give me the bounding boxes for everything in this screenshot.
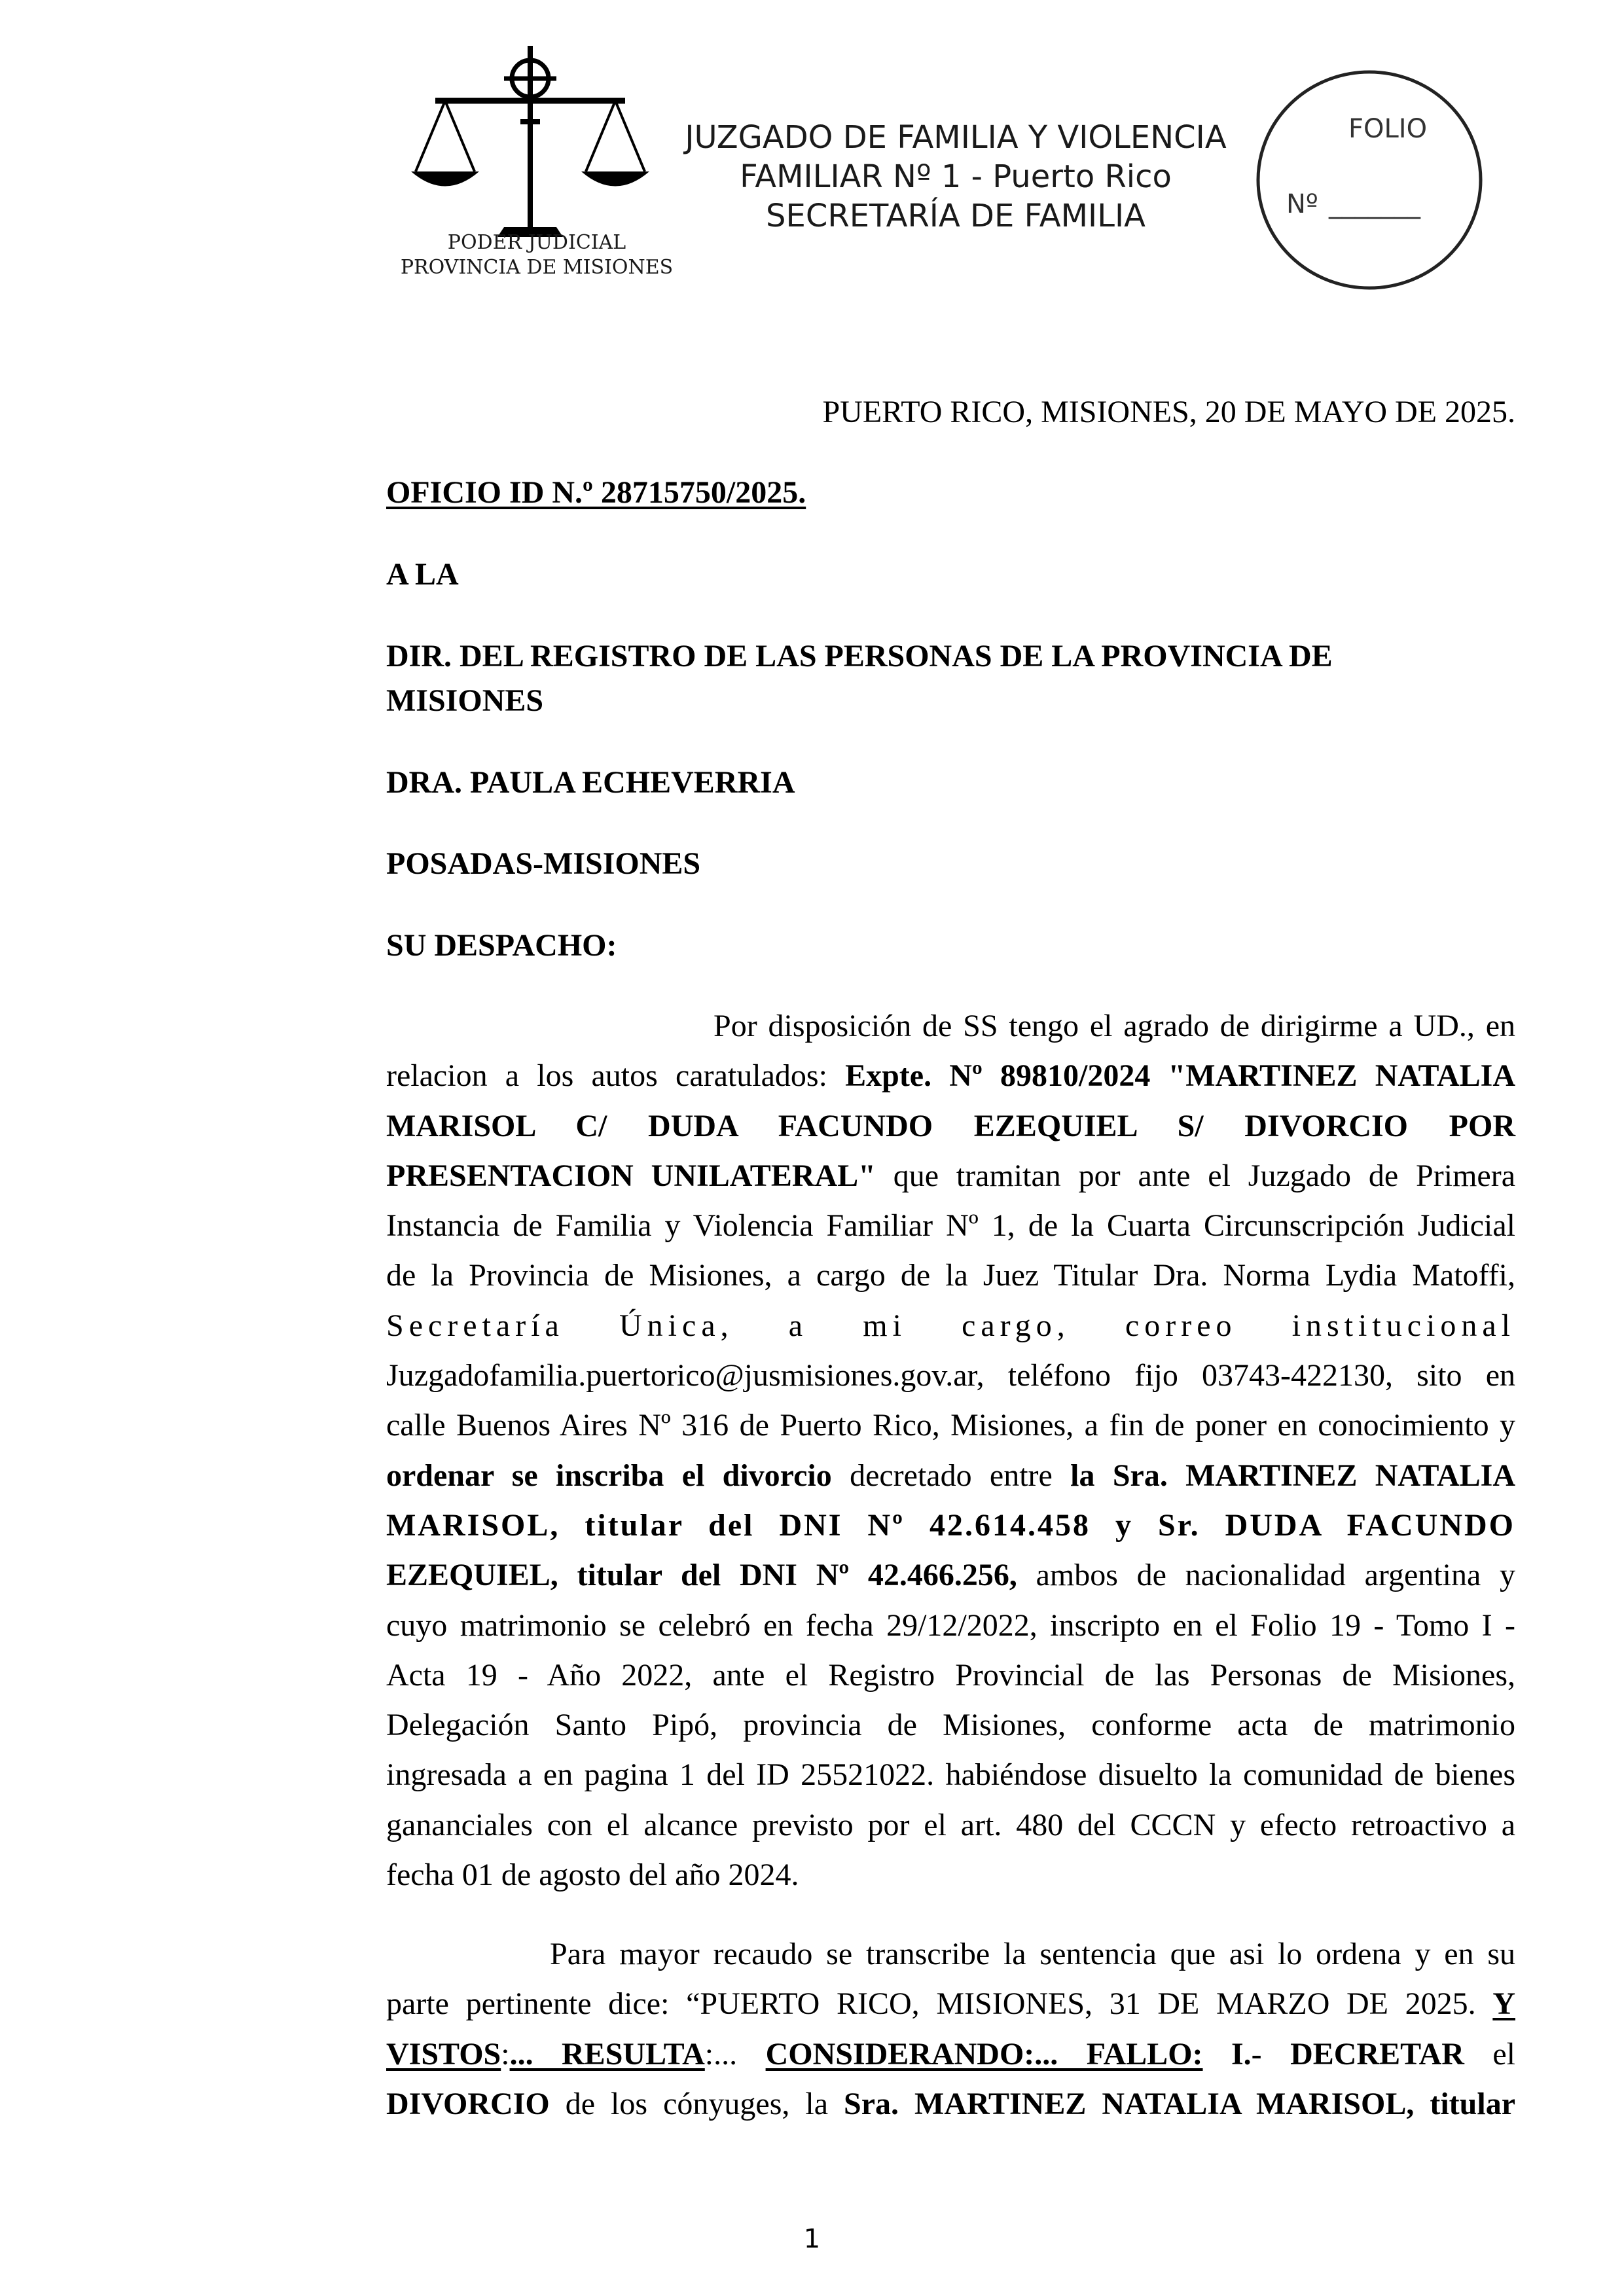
p1-line	[386, 1451, 1515, 1501]
paragraph-1	[386, 1001, 1515, 1900]
p2-text: :	[501, 2036, 510, 2072]
p1-line: Acta 19 - Año 2022, ante el Registro Provincial de las Personas de Misiones,	[386, 1657, 1515, 1693]
p1-line	[386, 1051, 1515, 1101]
p2-text: :...	[704, 2036, 766, 2072]
p1-line: ingresada a en pagina 1 del ID 25521022. habiéndose disuelto la comunidad de bienes	[386, 1757, 1515, 1793]
logo-line2: PROVINCIA DE MISIONES	[400, 256, 674, 279]
p1-text: ambos de nacionalidad argentina y	[1017, 1558, 1515, 1593]
p1-line: Instancia de Familia y Violencia Familiar Nº 1, de la Cuarta Circunscripción Judicial	[386, 1208, 1515, 1244]
p2-line: Para mayor recaudo se transcribe la sentencia que asi lo ordena y en su	[550, 1937, 1515, 1971]
p1-line: de la Provincia de Misiones, a cargo de la Juez Titular Dra. Norma Lydia Matoffi,	[386, 1258, 1515, 1293]
folio-circle	[1250, 65, 1489, 295]
p1-line: Secretaría Única, a mi cargo, correo institucional	[386, 1308, 1515, 1343]
p1-line	[386, 1551, 1515, 1600]
addressee-despacho: SU DESPACHO:	[386, 928, 617, 963]
oficio-id: OFICIO ID N.º 28715750/2025.	[386, 475, 806, 510]
p2-bold: CONSIDERANDO:... FALLO:	[765, 2036, 1203, 2072]
court-line2: FAMILIAR Nº 1 - Puerto Rico	[740, 158, 1172, 195]
p2-bold: I.- DECRETAR	[1202, 2036, 1464, 2072]
folio-number-label: Nº	[1286, 189, 1318, 219]
p1-bold: Expte. Nº 89810/2024 "MARTINEZ NATALIA	[845, 1058, 1515, 1094]
addressee-city: POSADAS-MISIONES	[386, 846, 701, 881]
p1-line: gananciales con el alcance previsto por el art. 480 del CCCN y efecto retroactivo a	[386, 1807, 1515, 1842]
p1-line: calle Buenos Aires Nº 316 de Puerto Rico, Misiones, a fin de poner en conocimiento y	[386, 1408, 1515, 1443]
folio-stamp	[1250, 65, 1489, 295]
p2-line	[386, 2079, 1515, 2129]
p1-text: que tramitan por ante el Juzgado de Primera	[875, 1158, 1516, 1193]
addressee-name: DRA. PAULA ECHEVERRIA	[386, 765, 795, 800]
p2-text: parte pertinente dice: “PUERTO RICO, MISIONES, 31 DE MARZO DE 2025.	[386, 1986, 1493, 2022]
p1-line: cuyo matrimonio se celebró en fecha 29/12/2022, inscripto en el Folio 19 - Tomo I -	[386, 1607, 1515, 1643]
p1-line: MARISOL, titular del DNI Nº 42.614.458 y Sr. DUDA FACUNDO	[386, 1507, 1515, 1543]
logo-line1: PODER JUDICIAL	[447, 231, 626, 254]
p1-bold: ordenar se inscriba el divorcio	[386, 1458, 832, 1493]
p1-line: Delegación Santo Pipó, provincia de Misiones, conforme acta de matrimonio	[386, 1708, 1515, 1743]
p1-line: Juzgadofamilia.puertorico@jusmisiones.gov.ar, teléfono fijo 03743-422130, sito en	[386, 1358, 1515, 1393]
court-header	[661, 118, 1250, 236]
p1-text: relacion a los autos caratulados:	[386, 1058, 846, 1094]
p2-bold: VISTOS	[386, 2036, 501, 2072]
court-line1: JUZGADO DE FAMILIA Y VIOLENCIA	[685, 119, 1227, 156]
date-line: PUERTO RICO, MISIONES, 20 DE MAYO DE 2025.	[822, 395, 1515, 429]
p1-text: decretado entre	[831, 1458, 1071, 1493]
p1-line: Por disposición de SS tengo el agrado de dirigirme a UD., en	[713, 1009, 1515, 1043]
court-line3: SECRETARÍA DE FAMILIA	[766, 198, 1146, 234]
p2-text: de los cónyuges, la	[549, 2086, 844, 2121]
judicial-logo	[399, 41, 674, 293]
page-number: 1	[803, 2224, 821, 2254]
p2-bold: Sra. MARTINEZ NATALIA MARISOL, titular	[844, 2086, 1515, 2121]
addressee-dir-line1: DIR. DEL REGISTRO DE LAS PERSONAS DE LA PROVINCIA DE	[386, 639, 1333, 673]
p1-bold: la Sra. MARTINEZ NATALIA	[1070, 1458, 1516, 1493]
folio-label: FOLIO	[1348, 114, 1428, 144]
p1-bold: PRESENTACION UNILATERAL"	[386, 1158, 876, 1193]
p2-bold: Y	[1492, 1986, 1515, 2022]
p2-line	[386, 1979, 1515, 2029]
addressee-dir-line2: MISIONES	[386, 683, 544, 718]
p1-bold: EZEQUIEL, titular del DNI Nº 42.466.256,	[386, 1558, 1017, 1593]
p1-line: fecha 01 de agosto del año 2024.	[386, 1857, 799, 1893]
p1-line: MARISOL C/ DUDA FACUNDO EZEQUIEL S/ DIVORCIO POR	[386, 1108, 1515, 1143]
p2-text: el	[1464, 2036, 1516, 2072]
scales-of-justice-icon	[399, 41, 674, 293]
addressee-a-la: A LA	[386, 557, 459, 592]
p2-line	[386, 2030, 1515, 2079]
paragraph-2	[386, 1929, 1515, 2129]
p1-line	[386, 1151, 1515, 1201]
p2-bold: ... RESULTA	[509, 2036, 705, 2072]
p2-bold: DIVORCIO	[386, 2086, 550, 2121]
folio-number-value: _______	[1329, 189, 1420, 219]
